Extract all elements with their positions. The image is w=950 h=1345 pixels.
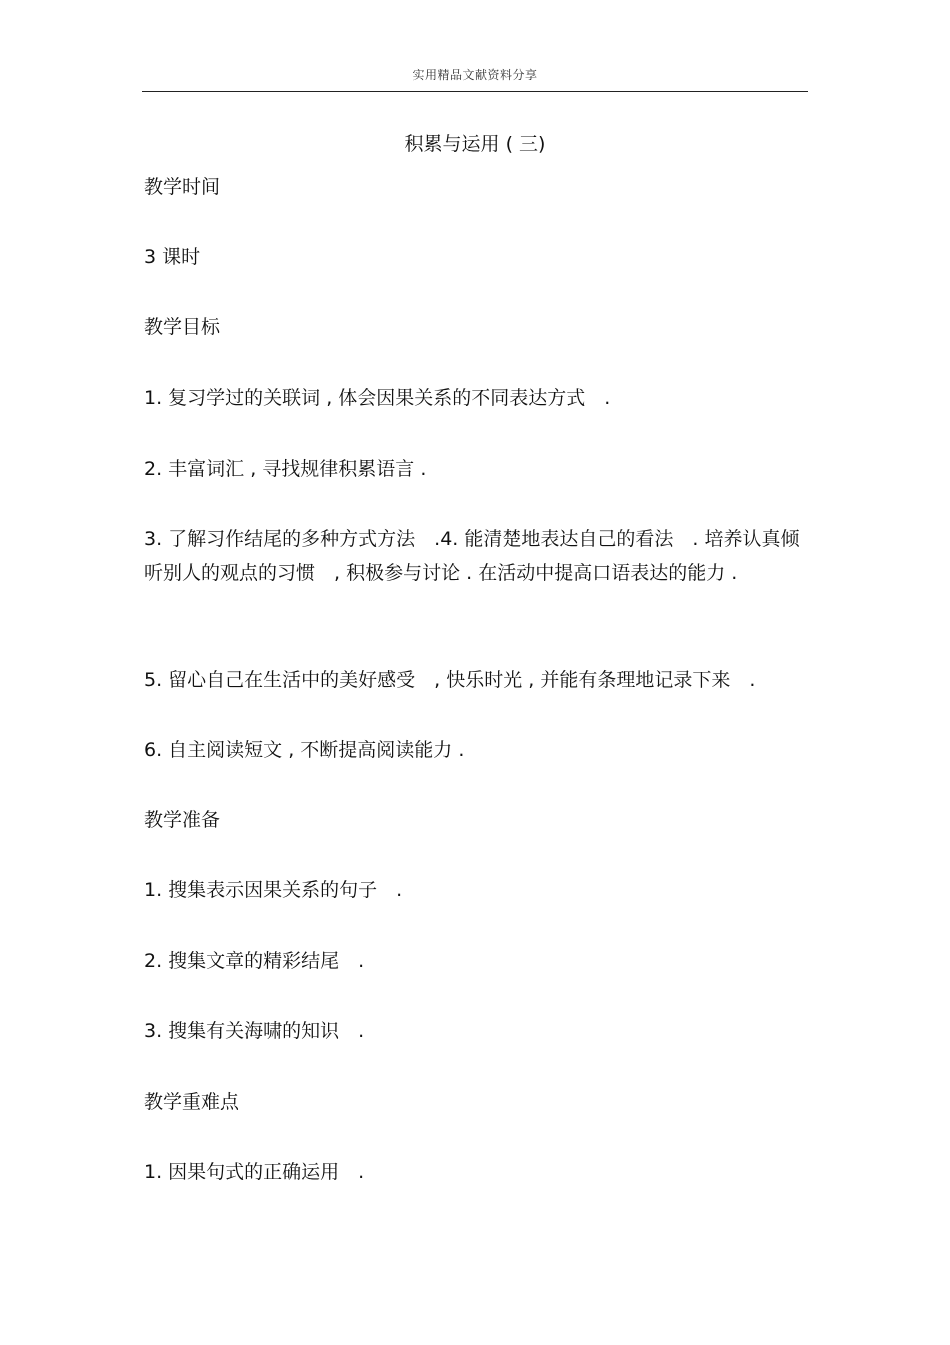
key-point-item-1: 1. 因果句式的正确运用 .: [144, 1161, 365, 1183]
document-title: 积累与运用 ( 三): [404, 133, 546, 155]
paragraph-class-hours: 3 课时: [144, 246, 201, 268]
goal-item-5: 5. 留心自己在生活中的美好感受 , 快乐时光 , 并能有条理地记录下来 .: [144, 669, 756, 691]
goal-item-6: 6. 自主阅读短文 , 不断提高阅读能力 .: [144, 739, 465, 761]
goal-item-1: 1. 复习学过的关联词 , 体会因果关系的不同表达方式 .: [144, 387, 611, 409]
goal-item-2: 2. 丰富词汇 , 寻找规律积累语言 .: [144, 458, 427, 480]
section-heading-goals: 教学目标: [144, 316, 221, 338]
header-divider: [142, 91, 808, 92]
section-heading-preparation: 教学准备: [144, 809, 221, 831]
prep-item-1: 1. 搜集表示因果关系的句子 .: [144, 879, 403, 901]
goal-item-3-4: 3. 了解习作结尾的多种方式方法 .4. 能清楚地表达自己的看法 . 培养认真倾听别人的观点的习惯 , 积极参与讨论 . 在活动中提高口语表达的能力 .: [144, 528, 800, 584]
running-header: 实用精品文献资料分享: [412, 68, 538, 82]
section-heading-time: 教学时间: [144, 176, 221, 198]
section-heading-key-points: 教学重难点: [144, 1091, 240, 1113]
prep-item-2: 2. 搜集文章的精彩结尾 .: [144, 950, 365, 972]
prep-item-3: 3. 搜集有关海啸的知识 .: [144, 1020, 365, 1042]
